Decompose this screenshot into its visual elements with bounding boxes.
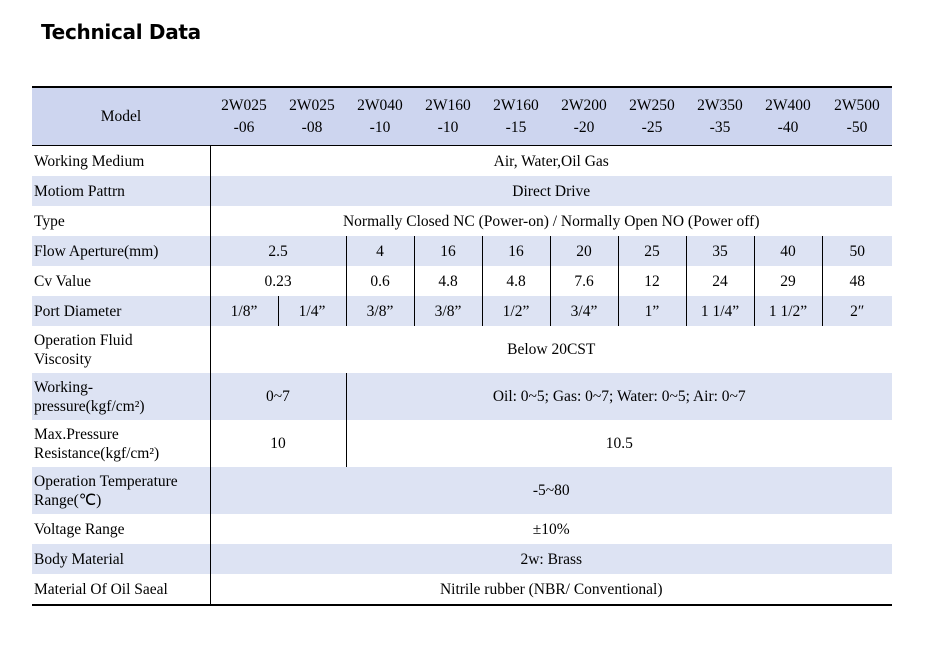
row-value: Nitrile rubber (NBR/ Conventional) xyxy=(210,574,892,605)
row-label: Body Material xyxy=(32,544,210,574)
model-cell: 2W500 -50 xyxy=(822,87,892,146)
row-voltage-range xyxy=(32,514,892,544)
row-viscosity xyxy=(32,326,892,373)
row-label: Material Of Oil Saeal xyxy=(32,574,210,605)
row-value: Direct Drive xyxy=(210,176,892,206)
row-label: Operation Temperature Range(℃) xyxy=(32,467,210,514)
row-port-diameter xyxy=(32,296,892,326)
port-diameter-cell: 3/8” xyxy=(346,296,414,326)
port-diameter-cell: 1 1/2” xyxy=(754,296,822,326)
row-seal-material xyxy=(32,574,892,605)
row-value: Normally Closed NC (Power-on) / Normally Open NO (Power off) xyxy=(342,212,760,230)
flow-aperture-cell: 35 xyxy=(686,236,754,266)
cv-value-cell: 12 xyxy=(618,266,686,296)
row-working-pressure xyxy=(32,373,892,420)
port-diameter-cell: 1/4” xyxy=(278,296,346,326)
flow-aperture-cell: 25 xyxy=(618,236,686,266)
row-label: Motiom Pattrn xyxy=(32,176,210,206)
working-pressure-small: 0~7 xyxy=(210,373,346,420)
port-diameter-cell: 3/4” xyxy=(550,296,618,326)
model-cell: 2W160 -10 xyxy=(414,87,482,146)
flow-aperture-cell: 4 xyxy=(346,236,414,266)
row-label: Port Diameter xyxy=(32,296,210,326)
row-label: Cv Value xyxy=(32,266,210,296)
port-diameter-cell: 1/8” xyxy=(210,296,278,326)
row-cv-value xyxy=(32,266,892,296)
port-diameter-cell: 1” xyxy=(618,296,686,326)
port-diameter-cell: 1/2” xyxy=(482,296,550,326)
max-pressure-rest: 10.5 xyxy=(346,420,892,467)
flow-aperture-cell: 50 xyxy=(822,236,892,266)
cv-value-cell: 0.6 xyxy=(346,266,414,296)
row-label: Type xyxy=(32,206,210,236)
row-label: Working- pressure(kgf/cm²) xyxy=(32,373,210,420)
port-diameter-cell: 2″ xyxy=(822,296,892,326)
row-flow-aperture xyxy=(32,236,892,266)
model-cell: 2W250 -25 xyxy=(618,87,686,146)
row-value: 2w: Brass xyxy=(210,544,892,574)
row-label: Voltage Range xyxy=(32,514,210,544)
flow-aperture-cell: 40 xyxy=(754,236,822,266)
row-label: Flow Aperture(mm) xyxy=(32,236,210,266)
cv-value-cell: 4.8 xyxy=(414,266,482,296)
model-label: Model xyxy=(32,87,210,146)
row-value: Air, Water,Oil Gas xyxy=(493,152,609,170)
row-motion-pattern xyxy=(32,176,892,206)
row-value: ±10% xyxy=(532,520,570,538)
cv-value-cell: 29 xyxy=(754,266,822,296)
row-value: Below 20CST xyxy=(507,341,596,358)
header-row xyxy=(32,87,892,146)
row-value: -5~80 xyxy=(210,467,892,514)
cv-value-cell: 24 xyxy=(686,266,754,296)
flow-aperture-cell: 20 xyxy=(550,236,618,266)
row-type xyxy=(32,206,892,236)
row-operation-temperature xyxy=(32,467,892,514)
cv-value-cell: 7.6 xyxy=(550,266,618,296)
model-cell: 2W025 -06 xyxy=(210,87,278,146)
row-max-pressure xyxy=(32,420,892,467)
technical-data-table xyxy=(32,86,892,606)
cv-value-cell: 0.23 xyxy=(264,272,292,290)
flow-aperture-cell: 2.5 xyxy=(210,236,346,266)
row-label: Working Medium xyxy=(32,146,210,177)
port-diameter-cell: 1 1/4” xyxy=(686,296,754,326)
port-diameter-cell: 3/8” xyxy=(414,296,482,326)
model-cell: 2W025 -08 xyxy=(278,87,346,146)
flow-aperture-cell: 16 xyxy=(482,236,550,266)
model-cell: 2W160 -15 xyxy=(482,87,550,146)
flow-aperture-cell: 16 xyxy=(414,236,482,266)
working-pressure-rest: Oil: 0~5; Gas: 0~7; Water: 0~5; Air: 0~7 xyxy=(346,373,892,420)
row-working-medium xyxy=(32,146,892,177)
page-title: Technical Data xyxy=(41,20,201,44)
cv-value-cell: 4.8 xyxy=(482,266,550,296)
row-label: Operation Fluid Viscosity xyxy=(32,326,210,373)
row-label: Max.Pressure Resistance(kgf/cm²) xyxy=(32,420,210,467)
max-pressure-small: 10 xyxy=(270,435,286,452)
model-cell: 2W200 -20 xyxy=(550,87,618,146)
model-cell: 2W040 -10 xyxy=(346,87,414,146)
model-cell: 2W400 -40 xyxy=(754,87,822,146)
model-cell: 2W350 -35 xyxy=(686,87,754,146)
row-body-material xyxy=(32,544,892,574)
cv-value-cell: 48 xyxy=(822,266,892,296)
